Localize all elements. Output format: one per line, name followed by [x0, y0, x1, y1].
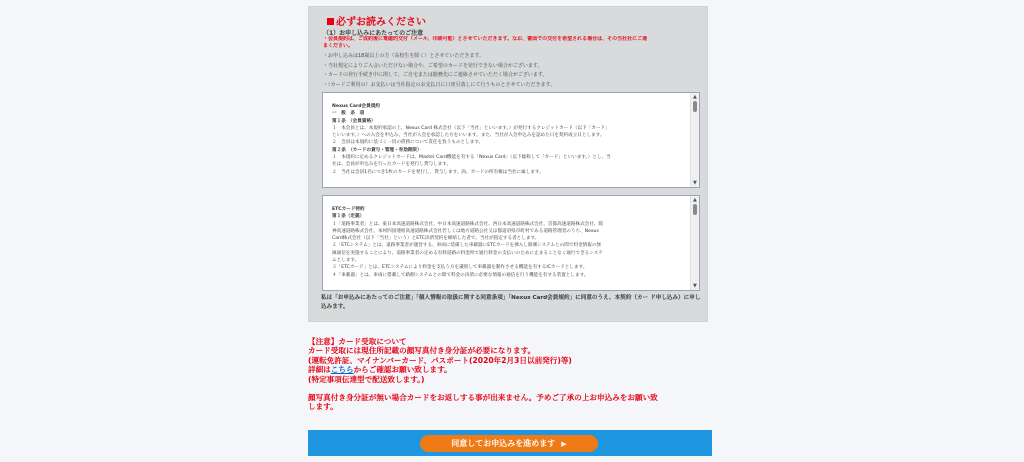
notice-title-text: 必ずお読みください	[336, 17, 426, 28]
card-receipt-warning	[308, 337, 728, 412]
notice-panel	[308, 6, 708, 322]
terms-line: ２ 会員は本規約に基づく一切の債務について責任を負うものとします。	[332, 140, 484, 146]
terms-line: 線通信を実施することにより、道路事業者の定める有料道路の料金所で通行料金の支払いのために止まることなく通行できるシステ	[332, 250, 603, 256]
terms-line: ２ 当社は会員1名につき1枚のカードを発行し、貸与します。尚、カードの所有権は当社に属します。	[332, 169, 544, 175]
warning-line: 顔写真付き身分証が無い場合カードをお返しする事が出来ません。予めご了承の上お申込みをお願い致	[308, 393, 658, 403]
warning-line: します。	[308, 402, 338, 412]
agreement-statement: 私は「お申込みにあたってのご注意」「個人情報の取扱に関する同意条項」「Nexus Card会員規約」に同意のうえ、本契約（カー ド申し込み）に申し込みます。	[321, 295, 701, 310]
terms-line: ３「ETCカード」とは、ETCシステムにより料金を支払う方を識別して車載器を動作させる機能を有するICカードとします。	[332, 265, 588, 271]
terms-line: ４「車載器」とは、車両に搭載して路側システムとの間で料金の決済に必要な情報の通信を行う機能を有する装置とします。	[332, 272, 589, 278]
terms-line: 神高速道路株式会社、本州四国連絡高速道路株式会社若しくは地方道路公社又は都道府県市町村である道路管理者のうち、Nexus	[332, 228, 599, 234]
etc-terms-box[interactable]	[322, 195, 700, 291]
member-terms-scrollbar[interactable]	[690, 93, 699, 187]
notice-red-line: ・会員規約は、ご成約後に電磁的交付（メール、印刷可能）とさせていただきます。なお、書面での交付を希望される場合は、その当社社にご連	[323, 36, 648, 42]
notice-bullet: ・お申し込みは18歳以上の方（高校生を除く）とさせていただきます。	[323, 53, 484, 59]
scroll-up-icon[interactable]: ▲	[693, 197, 697, 203]
warning-line	[308, 365, 728, 374]
terms-line: 第２条 （カードの貸与・管理・有効期限）	[332, 147, 422, 153]
terms-line: ムとします。	[332, 258, 360, 264]
terms-line: Card株式会社（以下「当社」という）とETC決済契約を締結した者で、当社が指定する者とします。	[332, 236, 540, 242]
arrow-right-icon: ▶	[561, 440, 567, 448]
terms-line: 一 般 条 項	[332, 111, 365, 117]
terms-line: １ 本規約に定めるクレジットカードは、Master Card機能を有する「Nexus Card」（以下総称して「カード」といいます。）とし、当	[332, 155, 611, 161]
warning-text: 詳細は	[308, 365, 331, 375]
warning-heading: 【注意】カード受取について	[308, 337, 407, 346]
cta-bar	[308, 430, 712, 456]
scroll-thumb[interactable]	[693, 204, 697, 215]
terms-line: 第１条 （会員資格）	[332, 118, 376, 124]
notice-section-heading: （1）お申し込みにあたってのご注意	[323, 30, 424, 37]
terms-line: Nexus Card会員規約	[332, 104, 380, 109]
etc-terms-text	[332, 206, 685, 279]
square-bullet-icon	[327, 18, 334, 25]
terms-line: １ 本会員とは、本規約承認の上、Nexus Card 株式会社（以下「当社」といいます。）が発行するクレジットカード（以下「カード」	[332, 125, 610, 131]
member-terms-text	[332, 103, 685, 176]
terms-line: といいます。）への入会を申込み、当社が入会を承認した方をいいます。また、当社が入会申込みを認めた日を契約成立日とします。	[332, 133, 605, 139]
scroll-up-icon[interactable]: ▲	[693, 94, 697, 100]
notice-bullet: ・（カードご利用の）お支払いは当社指定のお支払日に口座引落しにて行うものとさせていただきます。	[323, 81, 556, 88]
member-terms-box[interactable]	[322, 92, 700, 188]
agree-and-apply-button[interactable]	[420, 435, 598, 452]
terms-line: ETCカード特約	[332, 207, 365, 212]
scroll-thumb[interactable]	[693, 101, 697, 112]
scroll-down-icon[interactable]: ▼	[693, 283, 697, 289]
warning-text: からご確認お願い致します。	[353, 365, 452, 375]
terms-line: 社は、会員が申込みを行ったカードを発行し貸与します。	[332, 162, 452, 168]
terms-line: １「道路事業者」とは、東日本高速道路株式会社、中日本高速道路株式会社、西日本高速道路株式会社、首都高速道路株式会社、阪	[332, 221, 604, 227]
notice-red-text	[323, 36, 699, 50]
terms-line: ２「ETCシステム」とは、道路事業者が運営する、車両に装備した車載器にETCカードを挿入し路側システムとの間で料金情報の無	[332, 243, 602, 249]
spacer	[308, 384, 728, 393]
warning-line: (特定事項伝達型で配送致します。)	[308, 374, 425, 384]
warning-line: カード受取には現住所記載の顔写真付き身分証が必要になります。	[308, 346, 536, 356]
terms-line: 第１条（定義）	[332, 214, 365, 220]
etc-terms-scrollbar[interactable]	[690, 196, 699, 290]
warning-line: (運転免許証、マイナンバーカード、パスポート(2020年2月3日以前発行)等)	[308, 355, 572, 365]
scroll-down-icon[interactable]: ▼	[693, 180, 697, 186]
notice-bullets	[323, 52, 699, 90]
notice-red-line: まください。	[323, 43, 354, 49]
agree-button-label: 同意してお申込みを進めます	[451, 439, 556, 448]
notice-bullet: ・カードの発行手続き中に関して、ご自宅または勤務先にご連絡させていただく場合がございます。	[323, 72, 548, 78]
details-link[interactable]: こちら	[330, 365, 354, 375]
notice-title	[327, 13, 426, 28]
notice-bullet: ・当社規定によりご入会いただけない場合や、ご希望のカードを発行できない場合がございます。	[323, 62, 543, 69]
